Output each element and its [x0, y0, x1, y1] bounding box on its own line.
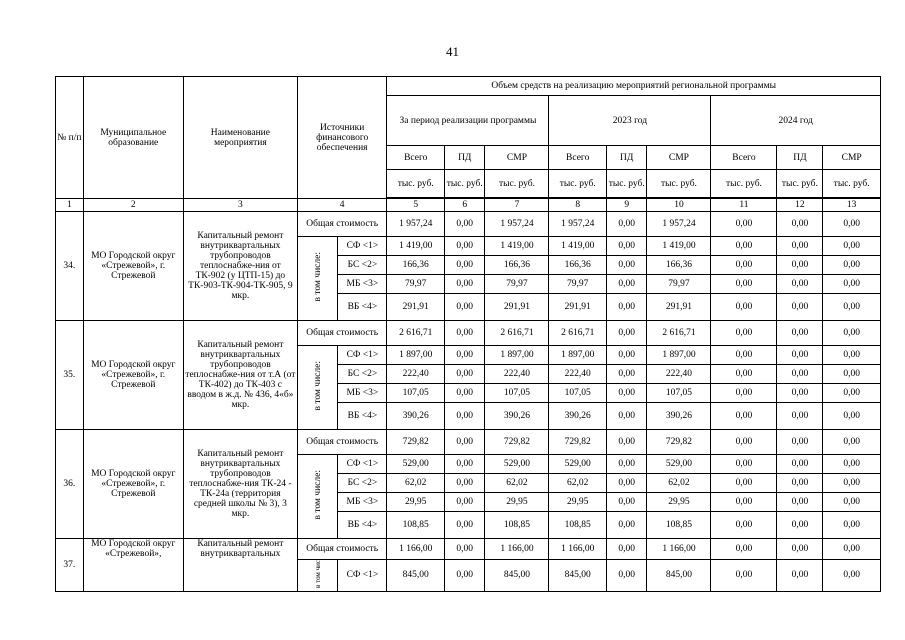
header-unit: тыс. руб. [647, 170, 711, 198]
funding-source-value: 0,00 [444, 560, 485, 592]
total-cost-value: 1 166,00 [485, 539, 549, 560]
municipality: МО Городской округ «Стрежевой», г. Стрежевой [83, 212, 183, 321]
funding-source-value: 222,40 [485, 365, 549, 384]
funding-source-value: 0,00 [444, 275, 485, 294]
header-year-2024: 2024 год [711, 96, 881, 146]
funding-source-label: ВБ <4> [338, 512, 387, 539]
funding-source-value: 0,00 [711, 560, 777, 592]
funding-source-value: 29,95 [549, 493, 607, 512]
funding-source-value: 107,05 [387, 384, 445, 403]
funding-source-value: 0,00 [823, 346, 881, 365]
funding-source-label: СФ <1> [338, 455, 387, 474]
funding-source-value: 107,05 [549, 384, 607, 403]
col-number: 11 [711, 199, 777, 212]
v-tom-chisle-label [297, 237, 337, 321]
funding-source-value: 29,95 [485, 493, 549, 512]
funding-source-value: 1 419,00 [485, 237, 549, 256]
funding-source-value: 108,85 [485, 512, 549, 539]
funding-source-value: 1 897,00 [647, 346, 711, 365]
row-number: 37. [56, 539, 84, 592]
funding-source-value: 390,26 [485, 403, 549, 430]
total-cost-value: 0,00 [823, 430, 881, 455]
municipality: МО Городской округ «Стрежевой», [83, 539, 183, 592]
measure-total-row [56, 212, 881, 237]
header-vsego: Всего [549, 146, 607, 170]
funding-source-label: ВБ <4> [338, 294, 387, 321]
total-cost-value: 1 166,00 [647, 539, 711, 560]
total-cost-value: 0,00 [711, 430, 777, 455]
total-cost-value: 0,00 [711, 321, 777, 346]
funding-source-value: 0,00 [711, 294, 777, 321]
header-smr: СМР [647, 146, 711, 170]
header-unit: тыс. руб. [606, 170, 647, 198]
funding-source-value: 0,00 [777, 455, 823, 474]
header-municipality: Муниципальное образование [83, 77, 183, 199]
funding-source-value: 0,00 [606, 256, 647, 275]
col-number: 13 [823, 199, 881, 212]
total-cost-value: 0,00 [777, 321, 823, 346]
column-numbers-row [56, 199, 881, 212]
program-funding-table [55, 76, 881, 592]
total-cost-label: Общая стоимость [297, 430, 387, 455]
funding-source-value: 390,26 [387, 403, 445, 430]
funding-source-value: 62,02 [387, 474, 445, 493]
funding-source-value: 390,26 [549, 403, 607, 430]
header-unit: тыс. руб. [711, 170, 777, 198]
measure-total-row [56, 430, 881, 455]
col-number: 3 [183, 199, 297, 212]
funding-source-value: 291,91 [387, 294, 445, 321]
col-number: 6 [444, 199, 485, 212]
col-number: 7 [485, 199, 549, 212]
header-unit: тыс. руб. [777, 170, 823, 198]
header-unit: тыс. руб. [485, 170, 549, 198]
header-pd: ПД [444, 146, 485, 170]
funding-source-value: 529,00 [549, 455, 607, 474]
funding-source-value: 29,95 [647, 493, 711, 512]
funding-source-value: 0,00 [777, 384, 823, 403]
total-cost-value: 0,00 [711, 212, 777, 237]
funding-source-value: 845,00 [549, 560, 607, 592]
funding-source-value: 0,00 [823, 384, 881, 403]
funding-source-value: 0,00 [711, 493, 777, 512]
funding-source-value: 79,97 [647, 275, 711, 294]
funding-source-value: 107,05 [485, 384, 549, 403]
row-number: 34. [56, 212, 84, 321]
funding-source-value: 0,00 [823, 512, 881, 539]
funding-source-value: 62,02 [549, 474, 607, 493]
funding-source-value: 845,00 [647, 560, 711, 592]
funding-source-value: 222,40 [387, 365, 445, 384]
total-cost-value: 2 616,71 [485, 321, 549, 346]
v-tom-chisle-text: в том числе: [312, 470, 323, 520]
funding-source-value: 0,00 [711, 474, 777, 493]
funding-source-value: 845,00 [485, 560, 549, 592]
funding-source-value: 0,00 [444, 403, 485, 430]
header-num: № п/п [56, 77, 84, 199]
funding-source-value: 0,00 [777, 560, 823, 592]
funding-source-value: 0,00 [823, 275, 881, 294]
funding-source-value: 0,00 [823, 455, 881, 474]
funding-source-value: 529,00 [647, 455, 711, 474]
total-cost-value: 2 616,71 [387, 321, 445, 346]
funding-source-value: 0,00 [444, 512, 485, 539]
municipality: МО Городской округ «Стрежевой», г. Стрежевой [83, 430, 183, 539]
municipality: МО Городской округ «Стрежевой», г. Стрежевой [83, 321, 183, 430]
funding-source-value: 0,00 [444, 384, 485, 403]
v-tom-chisle-label [297, 455, 337, 539]
funding-source-value: 0,00 [606, 560, 647, 592]
total-cost-value: 0,00 [444, 212, 485, 237]
col-number: 2 [83, 199, 183, 212]
v-tom-chisle-text: в том чис [313, 560, 322, 588]
row-number: 36. [56, 430, 84, 539]
funding-source-value: 529,00 [387, 455, 445, 474]
funding-source-value: 0,00 [777, 346, 823, 365]
funding-source-value: 0,00 [606, 384, 647, 403]
col-number: 9 [606, 199, 647, 212]
funding-source-value: 0,00 [823, 365, 881, 384]
funding-source-value: 0,00 [777, 403, 823, 430]
total-cost-value: 0,00 [823, 321, 881, 346]
total-cost-value: 1 957,24 [485, 212, 549, 237]
header-pd: ПД [777, 146, 823, 170]
header-smr: СМР [485, 146, 549, 170]
funding-source-value: 222,40 [549, 365, 607, 384]
funding-source-label: СФ <1> [338, 346, 387, 365]
funding-source-value: 0,00 [606, 275, 647, 294]
total-cost-label: Общая стоимость [297, 539, 387, 560]
funding-source-value: 0,00 [444, 237, 485, 256]
funding-source-value: 0,00 [444, 346, 485, 365]
funding-source-value: 1 419,00 [387, 237, 445, 256]
total-cost-value: 0,00 [823, 212, 881, 237]
total-cost-value: 0,00 [606, 430, 647, 455]
funding-source-value: 0,00 [606, 346, 647, 365]
funding-source-value: 1 897,00 [387, 346, 445, 365]
funding-source-value: 0,00 [711, 455, 777, 474]
header-period-total: За период реализации программы [387, 96, 549, 146]
funding-source-value: 0,00 [823, 474, 881, 493]
total-cost-value: 0,00 [777, 430, 823, 455]
col-number: 10 [647, 199, 711, 212]
funding-source-value: 108,85 [387, 512, 445, 539]
total-cost-label: Общая стоимость [297, 321, 387, 346]
header-unit: тыс. руб. [549, 170, 607, 198]
v-tom-chisle-label [297, 560, 337, 592]
funding-source-value: 166,36 [549, 256, 607, 275]
funding-source-value: 1 897,00 [549, 346, 607, 365]
funding-source-value: 529,00 [485, 455, 549, 474]
header-vsego: Всего [387, 146, 445, 170]
funding-source-value: 62,02 [485, 474, 549, 493]
total-cost-value: 0,00 [606, 212, 647, 237]
v-tom-chisle-label [297, 346, 337, 430]
funding-source-value: 166,36 [387, 256, 445, 275]
measure-total-row [56, 321, 881, 346]
funding-source-value: 222,40 [647, 365, 711, 384]
funding-source-value: 0,00 [711, 256, 777, 275]
row-number: 35. [56, 321, 84, 430]
funding-source-value: 0,00 [777, 256, 823, 275]
funding-source-value: 0,00 [777, 275, 823, 294]
funding-source-value: 0,00 [444, 493, 485, 512]
measure-total-row [56, 539, 881, 560]
funding-source-value: 0,00 [606, 403, 647, 430]
measure-name: Капитальный ремонт внутриквартальных [183, 539, 297, 592]
col-number: 1 [56, 199, 84, 212]
total-cost-value: 729,82 [485, 430, 549, 455]
col-number: 8 [549, 199, 607, 212]
measure-name: Капитальный ремонт внутриквартальных трубопроводов теплоснабже-ния от ТК-902 (у ЦТП-15) до ТК-903-ТК-904-ТК-905, 9 мкр. [183, 212, 297, 321]
funding-source-value: 108,85 [549, 512, 607, 539]
funding-source-value: 166,36 [485, 256, 549, 275]
header-unit: тыс. руб. [387, 170, 445, 198]
funding-source-value: 107,05 [647, 384, 711, 403]
funding-source-value: 62,02 [647, 474, 711, 493]
funding-source-value: 0,00 [711, 237, 777, 256]
funding-source-value: 1 419,00 [549, 237, 607, 256]
funding-source-value: 0,00 [777, 474, 823, 493]
funding-source-value: 0,00 [777, 512, 823, 539]
funding-source-value: 0,00 [444, 256, 485, 275]
funding-source-label: СФ <1> [338, 560, 387, 592]
measure-name: Капитальный ремонт внутриквартальных трубопроводов теплоснабже-ния от т.А (от ТК-402) до ТК-403 с вводом в ж.д. № 436, 4«б» мкр. [183, 321, 297, 430]
total-cost-value: 0,00 [606, 321, 647, 346]
funding-source-value: 0,00 [823, 560, 881, 592]
total-cost-value: 729,82 [549, 430, 607, 455]
total-cost-value: 0,00 [444, 321, 485, 346]
total-cost-value: 1 957,24 [647, 212, 711, 237]
funding-source-value: 0,00 [444, 455, 485, 474]
funding-source-label: БС <2> [338, 256, 387, 275]
funding-source-label: БС <2> [338, 474, 387, 493]
header-name: Наименование мероприятия [183, 77, 297, 199]
header-sources: Источники финансового обеспечения [297, 77, 387, 199]
funding-source-value: 1 419,00 [647, 237, 711, 256]
funding-source-value: 291,91 [485, 294, 549, 321]
funding-source-value: 79,97 [387, 275, 445, 294]
funding-source-value: 0,00 [823, 256, 881, 275]
funding-source-label: МБ <3> [338, 275, 387, 294]
funding-source-value: 0,00 [823, 493, 881, 512]
v-tom-chisle-text: в том числе: [312, 361, 323, 411]
total-cost-value: 1 957,24 [387, 212, 445, 237]
funding-source-value: 29,95 [387, 493, 445, 512]
total-cost-value: 1 166,00 [549, 539, 607, 560]
total-cost-value: 1 957,24 [549, 212, 607, 237]
funding-source-value: 0,00 [777, 493, 823, 512]
funding-source-value: 0,00 [444, 365, 485, 384]
total-cost-value: 1 166,00 [387, 539, 445, 560]
v-tom-chisle-text: в том числе: [312, 252, 323, 302]
funding-source-value: 79,97 [485, 275, 549, 294]
col-number: 12 [777, 199, 823, 212]
funding-source-value: 390,26 [647, 403, 711, 430]
funding-source-label: МБ <3> [338, 384, 387, 403]
funding-source-value: 108,85 [647, 512, 711, 539]
total-cost-value: 0,00 [777, 212, 823, 237]
total-cost-value: 2 616,71 [549, 321, 607, 346]
funding-source-value: 0,00 [711, 403, 777, 430]
total-cost-value: 0,00 [823, 539, 881, 560]
funding-source-value: 0,00 [606, 365, 647, 384]
funding-source-value: 0,00 [444, 474, 485, 493]
header-smr: СМР [823, 146, 881, 170]
total-cost-value: 729,82 [647, 430, 711, 455]
funding-source-value: 0,00 [711, 512, 777, 539]
funding-source-value: 0,00 [777, 365, 823, 384]
funding-source-value: 166,36 [647, 256, 711, 275]
funding-source-label: ВБ <4> [338, 403, 387, 430]
header-unit: тыс. руб. [823, 170, 881, 198]
funding-source-value: 0,00 [777, 294, 823, 321]
col-number: 5 [387, 199, 445, 212]
header-vsego: Всего [711, 146, 777, 170]
total-cost-value: 0,00 [711, 539, 777, 560]
measure-name: Капитальный ремонт внутриквартальных трубопроводов теплоснабже-ния ТК-24 - ТК-24а (территория средней школы № 3), 3 мкр. [183, 430, 297, 539]
funding-source-value: 0,00 [823, 403, 881, 430]
funding-source-value: 0,00 [606, 512, 647, 539]
header-unit: тыс. руб. [444, 170, 485, 198]
funding-source-value: 0,00 [606, 474, 647, 493]
col-number: 4 [297, 199, 387, 212]
total-cost-value: 0,00 [444, 430, 485, 455]
funding-source-value: 845,00 [387, 560, 445, 592]
total-cost-value: 0,00 [606, 539, 647, 560]
funding-source-label: СФ <1> [338, 237, 387, 256]
funding-source-value: 0,00 [777, 237, 823, 256]
funding-source-value: 0,00 [711, 346, 777, 365]
funding-source-label: БС <2> [338, 365, 387, 384]
total-cost-value: 2 616,71 [647, 321, 711, 346]
funding-source-value: 0,00 [823, 237, 881, 256]
header-volume: Объем средств на реализацию мероприятий региональной программы [387, 77, 881, 96]
funding-source-value: 0,00 [606, 455, 647, 474]
funding-source-value: 291,91 [647, 294, 711, 321]
funding-source-label: МБ <3> [338, 493, 387, 512]
funding-source-value: 0,00 [711, 275, 777, 294]
header-pd: ПД [606, 146, 647, 170]
funding-source-value: 79,97 [549, 275, 607, 294]
funding-source-value: 0,00 [823, 294, 881, 321]
funding-source-value: 0,00 [606, 237, 647, 256]
funding-source-value: 0,00 [606, 294, 647, 321]
total-cost-value: 0,00 [444, 539, 485, 560]
funding-source-value: 0,00 [606, 493, 647, 512]
page-number: 41 [446, 44, 459, 59]
funding-source-value: 291,91 [549, 294, 607, 321]
funding-source-value: 0,00 [711, 365, 777, 384]
total-cost-label: Общая стоимость [297, 212, 387, 237]
funding-source-value: 0,00 [711, 384, 777, 403]
total-cost-value: 0,00 [777, 539, 823, 560]
funding-source-value: 1 897,00 [485, 346, 549, 365]
total-cost-value: 729,82 [387, 430, 445, 455]
header-year-2023: 2023 год [549, 96, 711, 146]
funding-source-value: 0,00 [444, 294, 485, 321]
